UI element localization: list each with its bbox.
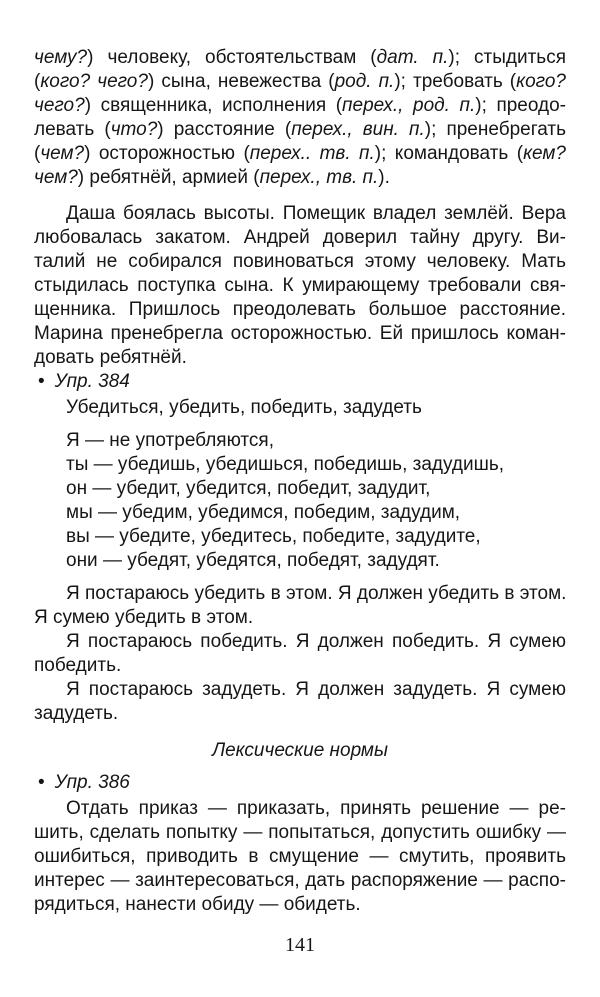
paragraph-line: талий не собирался повиноваться этому человеку. Мать [34,251,566,272]
section-heading: Лексические нормы [212,740,388,761]
exercise-386-line: интерес — заинтересоваться, дать распоряжение — распо- [34,870,566,891]
bullet-icon: • [38,371,45,392]
paragraph-line: Даша боялась высоты. Помещик владел землёй. Вера [66,203,566,224]
exercise-384-words: Убедиться, убедить, победить, задудеть [66,397,422,418]
sentence-line: Я постараюсь задудеть. Я должен задудеть. Я сумею [66,679,566,700]
intro-line-3: чего?) священника, исполнения (перех., род. п.); преодо- [34,95,566,116]
paragraph-line: щенника. Пришлось преодолевать большое расстояние. [34,299,566,320]
intro-line-1: чему?) человеку, обстоятельствам (дат. п.); стыдиться [34,47,566,68]
exercise-384-label: • Упр. 384 [38,371,130,392]
conjugation-row: он — убедит, убедится, победит, задудит, [66,478,431,499]
conjugation-row: мы — убедим, убедимся, победим, задудим, [66,502,461,523]
exercise-386-line: рядиться, нанести обиду — обидеть. [34,894,361,915]
exercise-386-line: ошибиться, приводить в смущение — смутить, проявить [34,846,566,867]
intro-line-2: (кого? чего?) сына, невежества (род. п.); требовать (кого? [34,71,566,92]
paragraph-line: стыдилась поступка сына. К умирающему требовали свя- [34,275,566,296]
sentence-line: Я постараюсь победить. Я должен победить. Я сумею [66,631,566,652]
conjugation-row: они — убедят, убедятся, победят, задудят. [66,550,440,571]
paragraph-line: довать ребятнёй. [34,347,187,368]
sentence-line: Я сумею убедить в этом. [34,607,254,628]
sentence-line: победить. [34,655,122,676]
conjugation-row: Я — не употребляются, [66,430,274,451]
conjugation-row: вы — убедите, убедитесь, победите, задудите, [66,526,481,547]
sentence-line: Я постараюсь убедить в этом. Я должен убедить в этом. [66,583,567,604]
intro-line-5: (чем?) осторожностью (перех.. тв. п.); командовать (кем? [34,143,566,164]
conjugation-row: ты — убедишь, убедишься, победишь, задудишь, [66,454,504,475]
exercise-386-line: Отдать приказ — приказать, принять решение — ре- [66,798,566,819]
bullet-icon: • [38,772,45,793]
exercise-386-line: шить, сделать попытку — попытаться, допустить ошибку — [34,822,566,843]
paragraph-line: любовалась закатом. Андрей доверил тайну другу. Ви- [34,227,566,248]
page-number: 141 [285,934,315,956]
intro-line-6: чем?) ребятнёй, армией (перех., тв. п.). [34,167,390,188]
paragraph-line: Марина пренебрегла осторожностью. Ей пришлось коман- [34,323,566,344]
intro-line-4: левать (что?) расстояние (перех., вин. п.); пренебрегать [34,119,567,140]
exercise-386-label: • Упр. 386 [38,772,130,793]
sentence-line: задудеть. [34,703,119,724]
